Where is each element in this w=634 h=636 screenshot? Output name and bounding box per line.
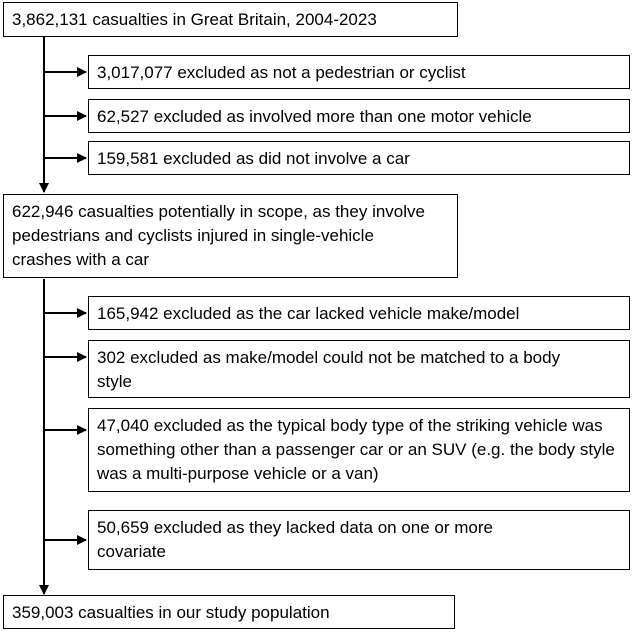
exclusion-box-5: 302 excluded as make/model could not be matched to a body style: [88, 340, 630, 398]
exclusion-box-7: 50,659 excluded as they lacked data on one or more covariate: [88, 510, 630, 570]
start-box: 3,862,131 casualties in Great Britain, 2004-2023: [3, 2, 458, 37]
exclusion-box-6: 47,040 excluded as the typical body type of the striking vehicle was something other than a passenger car or an SUV (e.g. the body style was a multi-purpose vehicle or a van): [88, 408, 630, 492]
exclusion-box-2: 62,527 excluded as involved more than one motor vehicle: [88, 99, 630, 133]
exclusion-box-3: 159,581 excluded as did not involve a car: [88, 141, 630, 175]
exclusion-box-4: 165,942 excluded as the car lacked vehicle make/model: [88, 296, 630, 330]
in-scope-box: 622,946 casualties potentially in scope, as they involve pedestrians and cyclists injured in single-vehicle crashes with a car: [3, 194, 458, 278]
exclusion-box-1: 3,017,077 excluded as not a pedestrian or cyclist: [88, 55, 630, 89]
final-box: 359,003 casualties in our study population: [3, 595, 455, 629]
